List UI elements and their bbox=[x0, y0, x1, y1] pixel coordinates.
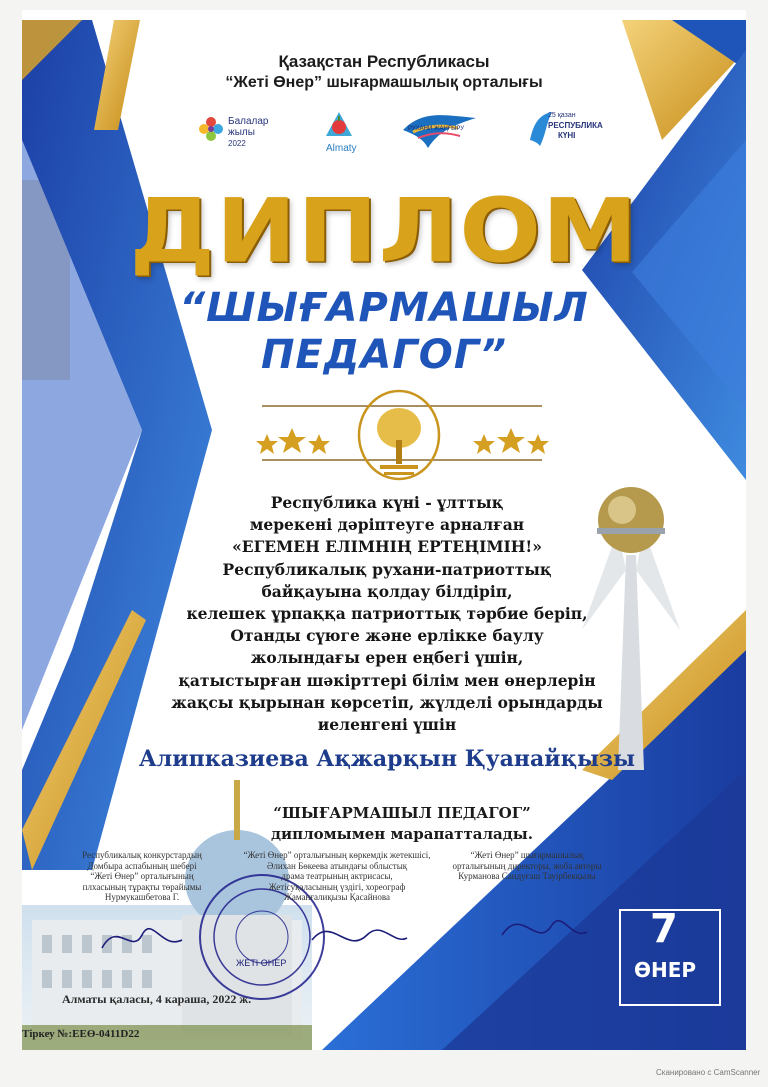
organization-center-name: “Жеті Өнер” шығармашылық орталығы bbox=[225, 74, 543, 91]
body-line: мерекені дәріптеуге арналған bbox=[249, 515, 525, 535]
place-and-date: Алматы қаласы, 4 караша, 2022 ж. bbox=[62, 992, 252, 1006]
signature-line: Әлихан Бөкеева атындағы облыстық bbox=[266, 860, 408, 871]
signature-line: “Жеті Өнер” шығармашылық bbox=[470, 850, 584, 860]
signature-stroke-2 bbox=[312, 930, 407, 941]
logo-balalar-line2: жылы bbox=[228, 127, 255, 138]
logo-balalar-line1: Балалар bbox=[228, 116, 269, 127]
logo-respublika-line2: РЕСПУБЛИКА bbox=[548, 121, 603, 130]
signature-line: Курманова Сандуғаш Тауірбекқызы bbox=[458, 871, 596, 881]
brand-word: ӨНЕР bbox=[634, 958, 697, 982]
diploma-title: ДИПЛОМ bbox=[129, 179, 639, 283]
recipient-name: Алипказиева Ақжарқын Қуанайқызы bbox=[138, 746, 636, 772]
signature-line: Жаманғалиқызы Қасайнова bbox=[284, 892, 390, 902]
diploma-subtitle-line2: ПЕДАГОГ” bbox=[260, 332, 508, 378]
apple-icon bbox=[324, 110, 354, 140]
registration-number: Тіркеу №:ЕЕӨ-0411D22 bbox=[22, 1028, 140, 1040]
body-line: қатыстырған шәкірттері білім мен өнерлерін bbox=[178, 670, 596, 690]
signature-line: “Жеті Өнер” орталығының bbox=[90, 871, 194, 881]
logo-balalar-line3: 2022 bbox=[228, 139, 246, 148]
signature-line: Нурмукашбетова Г. bbox=[104, 892, 180, 902]
scanner-watermark: Сканировано с CamScanner bbox=[656, 1068, 761, 1077]
seal-text: ЖЕТІ ӨНЕР bbox=[236, 958, 287, 968]
diploma-subtitle-line1: “ШЫҒАРМАШЫЛ bbox=[179, 285, 589, 331]
diploma-page bbox=[22, 10, 746, 1050]
signature-line: драма театрының актрисасы, bbox=[281, 871, 393, 881]
signature-line: Республикалық конкурстардың bbox=[82, 850, 202, 860]
signature-line: орталығының директоры, жоба авторы bbox=[452, 860, 602, 871]
logo-almaty-text: Almaty bbox=[326, 143, 357, 154]
organization-country: Қазақстан Республикасы bbox=[278, 52, 490, 71]
logo-respublika-line3: КҮНІ bbox=[558, 131, 576, 140]
signature-line: плхасының тұрақты төрайымы bbox=[82, 881, 202, 892]
signature-block-2 bbox=[242, 850, 432, 903]
award-title: “ШЫҒАРМАШЫЛ ПЕДАГОГ” bbox=[273, 804, 531, 822]
body-line: Отанды сүюге және ерлікке баулу bbox=[230, 626, 544, 646]
flower-icon bbox=[198, 116, 224, 142]
stars-left bbox=[256, 428, 330, 454]
body-line: «ЕГЕМЕН ЕЛІМНІҢ ЕРТЕҢІМІН!» bbox=[232, 537, 542, 557]
tree-emblem bbox=[262, 391, 542, 479]
signature-block-3 bbox=[452, 850, 602, 882]
signature-line: Домбыра аспабының шеберi bbox=[87, 860, 197, 871]
logo-respublika-line1: 25 қазан bbox=[548, 112, 576, 119]
signature-line: “Жеті Өнер” орталығының көркемдік жетекшісі, bbox=[243, 850, 431, 860]
body-line: жолындағы ерен еңбегі үшін, bbox=[250, 648, 524, 668]
stars-right bbox=[473, 428, 549, 454]
body-line: жақсы қырынан көрсетіп, жүлделі орындарды bbox=[171, 692, 603, 712]
body-line: байқауына қолдау білдіріп, bbox=[261, 581, 513, 601]
signature-line: Жетісуқалаcының үздігі, хореограф bbox=[268, 881, 406, 892]
diploma-body-text bbox=[152, 492, 622, 736]
partner-logos bbox=[198, 110, 603, 165]
body-line: келешек ұрпаққа патриоттық тәрбие беріп, bbox=[186, 604, 588, 624]
body-line: Республика күні - ұлттық bbox=[270, 493, 504, 512]
body-line: Республикалық рухани-патриоттық bbox=[222, 559, 552, 579]
logo-ruhani-text: РУХАНИ ЖАҢҒЫРУ bbox=[408, 126, 465, 132]
signature-block-1 bbox=[62, 850, 222, 903]
body-line: иеленгені үшін bbox=[317, 715, 457, 735]
award-statement: дипломымен марапатталады. bbox=[270, 825, 534, 843]
brand-number: 7 bbox=[650, 906, 678, 952]
